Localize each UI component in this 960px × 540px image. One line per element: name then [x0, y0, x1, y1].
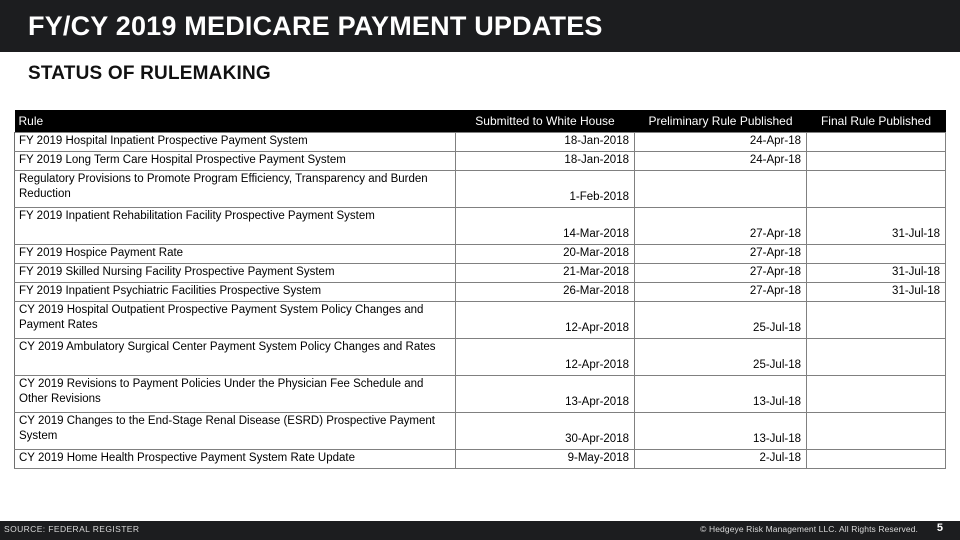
table-row — [15, 413, 946, 450]
page-number: 5 — [936, 522, 943, 534]
cell-submitted: 18-Jan-2018 — [456, 152, 635, 171]
page-subtitle: STATUS OF RULEMAKING — [28, 63, 271, 84]
cell-preliminary — [635, 171, 807, 208]
cell-submitted: 12-Apr-2018 — [456, 339, 635, 376]
cell-final — [807, 302, 946, 339]
cell-preliminary: 27-Apr-18 — [635, 264, 807, 283]
column-header-submitted: Submitted to White House — [456, 110, 635, 133]
cell-rule: CY 2019 Revisions to Payment Policies Under the Physician Fee Schedule and Other Revisions — [15, 376, 456, 413]
cell-preliminary: 13-Jul-18 — [635, 413, 807, 450]
table-row — [15, 450, 946, 469]
cell-preliminary: 25-Jul-18 — [635, 339, 807, 376]
rulemaking-status-table — [14, 110, 946, 469]
cell-rule: FY 2019 Hospice Payment Rate — [15, 245, 456, 264]
column-header-rule: Rule — [15, 110, 456, 133]
cell-rule: Regulatory Provisions to Promote Program Efficiency, Transparency and Burden Reduction — [15, 171, 456, 208]
cell-submitted: 9-May-2018 — [456, 450, 635, 469]
cell-submitted: 12-Apr-2018 — [456, 302, 635, 339]
table-row — [15, 264, 946, 283]
cell-preliminary: 27-Apr-18 — [635, 283, 807, 302]
table-row — [15, 245, 946, 264]
cell-final — [807, 133, 946, 152]
cell-final: 31-Jul-18 — [807, 264, 946, 283]
cell-final — [807, 376, 946, 413]
cell-final: 31-Jul-18 — [807, 208, 946, 245]
cell-final — [807, 339, 946, 376]
cell-final — [807, 413, 946, 450]
cell-preliminary: 24-Apr-18 — [635, 152, 807, 171]
table-row — [15, 339, 946, 376]
column-header-preliminary: Preliminary Rule Published — [635, 110, 807, 133]
cell-rule: FY 2019 Skilled Nursing Facility Prospective Payment System — [15, 264, 456, 283]
column-header-final: Final Rule Published — [807, 110, 946, 133]
cell-submitted: 30-Apr-2018 — [456, 413, 635, 450]
cell-final — [807, 171, 946, 208]
cell-rule: CY 2019 Changes to the End-Stage Renal Disease (ESRD) Prospective Payment System — [15, 413, 456, 450]
footer-source-label: SOURCE: FEDERAL REGISTER — [4, 524, 140, 534]
table-row — [15, 302, 946, 339]
cell-rule: CY 2019 Home Health Prospective Payment System Rate Update — [15, 450, 456, 469]
cell-rule: FY 2019 Long Term Care Hospital Prospective Payment System — [15, 152, 456, 171]
page-title: FY/CY 2019 MEDICARE PAYMENT UPDATES — [28, 11, 603, 41]
cell-preliminary: 27-Apr-18 — [635, 245, 807, 264]
cell-submitted: 18-Jan-2018 — [456, 133, 635, 152]
slide-footer-bar — [0, 521, 960, 540]
cell-submitted: 21-Mar-2018 — [456, 264, 635, 283]
cell-submitted: 14-Mar-2018 — [456, 208, 635, 245]
cell-rule: CY 2019 Hospital Outpatient Prospective Payment System Policy Changes and Payment Rates — [15, 302, 456, 339]
table-header — [15, 110, 946, 133]
cell-preliminary: 24-Apr-18 — [635, 133, 807, 152]
table-row — [15, 171, 946, 208]
cell-final — [807, 245, 946, 264]
cell-final: 31-Jul-18 — [807, 283, 946, 302]
cell-rule: FY 2019 Hospital Inpatient Prospective Payment System — [15, 133, 456, 152]
cell-preliminary: 27-Apr-18 — [635, 208, 807, 245]
table-row — [15, 133, 946, 152]
cell-preliminary: 13-Jul-18 — [635, 376, 807, 413]
cell-submitted: 13-Apr-2018 — [456, 376, 635, 413]
table-row — [15, 376, 946, 413]
cell-rule: FY 2019 Inpatient Psychiatric Facilities Prospective System — [15, 283, 456, 302]
footer-copyright-label: © Hedgeye Risk Management LLC. All Rights Reserved. — [700, 524, 918, 534]
cell-final — [807, 152, 946, 171]
table-body — [15, 133, 946, 469]
cell-submitted: 1-Feb-2018 — [456, 171, 635, 208]
table-row — [15, 152, 946, 171]
cell-submitted: 26-Mar-2018 — [456, 283, 635, 302]
table-row — [15, 208, 946, 245]
cell-rule: CY 2019 Ambulatory Surgical Center Payment System Policy Changes and Rates — [15, 339, 456, 376]
slide-title-bar — [0, 0, 960, 52]
cell-submitted: 20-Mar-2018 — [456, 245, 635, 264]
cell-final — [807, 450, 946, 469]
cell-preliminary: 25-Jul-18 — [635, 302, 807, 339]
cell-rule: FY 2019 Inpatient Rehabilitation Facility Prospective Payment System — [15, 208, 456, 245]
table-header-row — [15, 110, 946, 133]
table-row — [15, 283, 946, 302]
cell-preliminary: 2-Jul-18 — [635, 450, 807, 469]
